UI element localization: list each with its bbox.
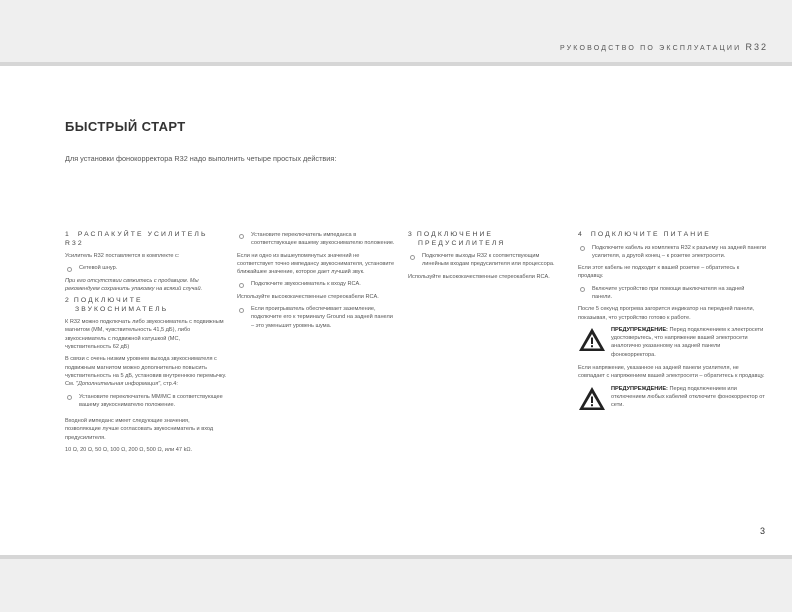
paragraph: При его отсутствии свяжитесь с продавцом. Мы рекомендуем сохранить упаковку на всякий случай. bbox=[65, 277, 203, 292]
manual-header bbox=[560, 42, 768, 52]
bullet-item: Установите переключатель MM/MC в соответствующее вашему звукоснимателю положение. bbox=[65, 393, 227, 410]
bullet-item: Включите устройство при помощи выключателя на задней панели. bbox=[578, 285, 766, 302]
column-3 bbox=[408, 231, 560, 285]
paragraph: После 5 секунд прогрева загорится индикатор на передней панели, показывая, что устройство готово к работе. bbox=[578, 306, 755, 321]
warning-text: Перед подключением или отключением любых кабелей отключите фонокорректор от сети. bbox=[611, 385, 765, 409]
paragraph: Если ни одно из вышеупомянутых значений не соответствует точно импедансу звукоснимателя, установите ближайшее значение, которое дает лучший звук. bbox=[237, 252, 395, 276]
step-4-heading bbox=[578, 231, 766, 240]
paragraph: К R32 можно подключать либо звукосниматель с подвижным магнитом (MM, чувствительность 41,5 дБ), либо звукосниматель с подвижной катушкой (MC, чувствительность 62 дБ) bbox=[65, 319, 224, 351]
bullet-item: Установите переключатель импеданса в соответствующее вашему звукоснимателю положение. bbox=[237, 231, 397, 248]
warning-block bbox=[578, 385, 766, 410]
bullet-item: Подключите выходы R32 к соответствующим линейным входам предусилителя или процессора. bbox=[408, 252, 560, 269]
step-2-title-line1: ПОДКЛЮЧИТЕ bbox=[73, 297, 143, 305]
impedance-values: 10 Ω, 20 Ω, 50 Ω, 100 Ω, 200 Ω, 500 Ω, или 47 kΩ. bbox=[65, 447, 193, 454]
intro-text: Для установки фонокорректора R32 надо выполнить четыре простых действия: bbox=[65, 154, 337, 163]
bullet-item: Подключите звукосниматель к входу RCA. bbox=[237, 280, 397, 288]
header-title: РУКОВОДСТВО ПО ЭКСПЛУАТАЦИИ bbox=[559, 45, 742, 52]
step-3-title-line1: ПОДКЛЮЧЕНИЕ bbox=[416, 231, 494, 238]
page-number: 3 bbox=[759, 526, 765, 536]
bullet-item: Подключите кабель из комплекта R32 к разъему на задней панели усилителя, а другой конец – к розетке электросети. bbox=[578, 244, 766, 261]
bullet-item: Если проигрыватель обеспечивает заземление, подключите его к терминалу Ground на задней панели – это уменьшит уровень шума. bbox=[237, 305, 397, 330]
top-band bbox=[0, 0, 792, 62]
paragraph-text: , стр.4: bbox=[160, 381, 178, 388]
paragraph bbox=[65, 355, 227, 388]
step-1-heading bbox=[65, 231, 227, 248]
step-3-title-line2: ПРЕДУСИЛИТЕЛЯ bbox=[418, 239, 506, 247]
cross-reference: "Дополнительная информация" bbox=[76, 381, 161, 388]
header-model: R32 bbox=[745, 42, 768, 52]
step-4-number: 4 bbox=[578, 231, 584, 238]
step-3-number: 3 bbox=[408, 231, 414, 238]
bottom-band bbox=[0, 559, 792, 612]
warning-block bbox=[578, 326, 766, 359]
column-4 bbox=[578, 231, 766, 415]
page-title: БЫСТРЫЙ СТАРТ bbox=[65, 119, 186, 134]
column-1 bbox=[65, 231, 227, 458]
step-4-title: ПОДКЛЮЧИТЕ ПИТАНИЕ bbox=[590, 231, 711, 238]
paragraph-text: В связи с очень низким уровнем выхода звукоснимателя с подвижным магнитом можно дополнительно повысить чувствительность на 5 дБ, установив внутреннюю перемычку. См. bbox=[65, 356, 227, 388]
paragraph: Если напряжение, указанное на задней панели усилителя, не совпадает с напряжением вашей электросети – обратитесь к продавцу. bbox=[578, 365, 765, 380]
paragraph: Входной импеданс имеет следующие значения, позволяющие лучше согласовать звукосниматель и вход предусилителя. bbox=[65, 418, 214, 441]
paragraph: Если этот кабель не подходит к вашей розетке – обратитесь к продавцу. bbox=[578, 265, 740, 280]
warning-triangle-icon bbox=[578, 327, 606, 352]
step-1-title: РАСПАКУЙТЕ УСИЛИТЕЛЬ R32 bbox=[65, 231, 208, 247]
paragraph: Усилитель R32 поставляется в комплекте с: bbox=[65, 253, 180, 259]
warning-triangle-icon bbox=[578, 386, 606, 411]
warning-text: Перед подключением к электросети удостоверьтесь, что напряжение вашей электросети аналогично указанному на задней панели фонокорректора. bbox=[611, 326, 764, 358]
paragraph: Используйте высококачественные стереокабели RCA. bbox=[408, 273, 550, 280]
warning-label: ПРЕДУПРЕЖДЕНИЕ: bbox=[611, 326, 668, 333]
column-2 bbox=[237, 231, 397, 334]
step-3-heading bbox=[408, 231, 560, 248]
step-2-heading bbox=[65, 297, 227, 314]
step-2-number: 2 bbox=[65, 297, 71, 305]
warning-label: ПРЕДУПРЕЖДЕНИЕ: bbox=[611, 385, 668, 392]
step-1-number: 1 bbox=[65, 231, 71, 238]
bullet-item: Сетевой шнур. bbox=[65, 264, 227, 272]
step-2-title-line2: ЗВУКОСНИМАТЕЛЬ bbox=[75, 305, 169, 313]
paragraph: Используйте высококачественные стереокабели RCA. bbox=[237, 293, 379, 300]
